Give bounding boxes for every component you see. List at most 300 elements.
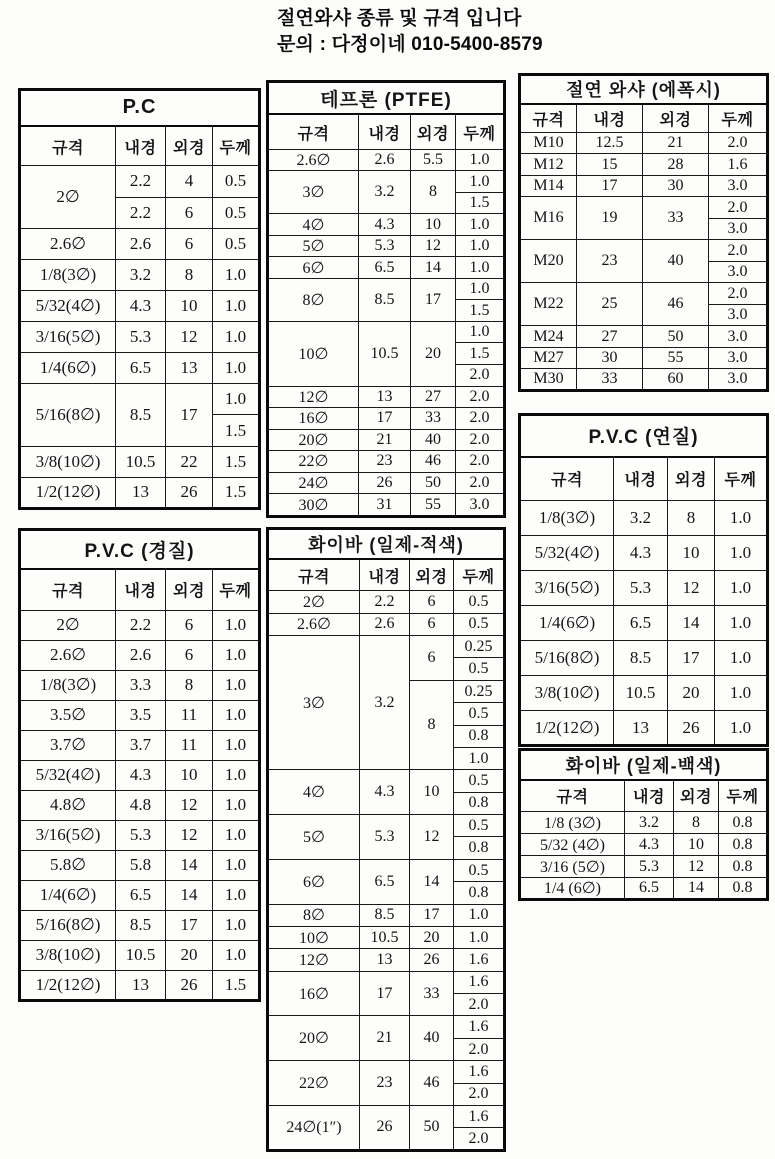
spec-cell: 33 — [411, 408, 456, 430]
spec-cell: 24∅ — [268, 472, 359, 494]
spec-cell: 33 — [410, 971, 454, 1016]
spec-cell: 0.5 — [454, 658, 505, 680]
ptfe-column-header-0: 규격 — [268, 114, 359, 149]
pc-column-header-3: 두께 — [213, 126, 260, 166]
spec-cell: 8 — [411, 171, 456, 214]
spec-cell: 2.2 — [116, 166, 166, 197]
spec-cell: 6 — [410, 613, 454, 635]
pc-table — [18, 88, 261, 510]
spec-cell: 1.0 — [213, 610, 260, 640]
fiber-red-table-row — [268, 971, 505, 993]
spec-cell: 1/4(6∅) — [20, 353, 116, 384]
epoxy-table-title: 절연 와샤 (에폭시) — [520, 75, 768, 104]
spec-cell: 0.8 — [454, 792, 505, 814]
spec-cell: 5/32(4∅) — [520, 536, 614, 571]
epoxy-table-row — [520, 240, 768, 262]
fiber-white-table-container — [518, 748, 766, 901]
spec-cell: 55 — [411, 494, 456, 517]
spec-cell: 1.0 — [715, 641, 768, 676]
pvc-hard-table-title: P.V.C (경질) — [20, 530, 260, 569]
pvc-hard-table-row — [20, 940, 260, 970]
spec-cell: 3.2 — [359, 171, 411, 214]
pvc-hard-table-row — [20, 880, 260, 910]
spec-cell: 12 — [410, 815, 454, 860]
spec-cell: M22 — [520, 283, 577, 326]
spec-cell: 3.0 — [709, 347, 768, 369]
spec-cell: 0.8 — [719, 856, 768, 878]
fiber-red-table-row — [268, 1105, 505, 1127]
ptfe-table-row — [268, 235, 505, 257]
pc-column-header-2: 외경 — [166, 126, 213, 166]
page-header — [277, 6, 543, 58]
epoxy-column-header-3: 두께 — [709, 104, 768, 133]
spec-cell: 4.3 — [359, 214, 411, 236]
spec-cell: 55 — [643, 347, 709, 369]
spec-cell: 0.25 — [454, 680, 505, 702]
pc-table-container — [18, 88, 258, 510]
spec-cell: 28 — [643, 154, 709, 176]
spec-cell: 1/4(6∅) — [20, 880, 116, 910]
spec-cell: 13 — [166, 353, 213, 384]
spec-cell: 1.0 — [213, 290, 260, 321]
spec-cell: 1.5 — [456, 192, 505, 214]
spec-cell: 8 — [166, 259, 213, 290]
spec-cell: 12∅ — [268, 949, 360, 971]
page-title: 절연와샤 종류 및 규격 입니다 — [277, 8, 522, 29]
spec-cell: 5/32 (4∅) — [520, 834, 625, 856]
spec-cell: 8 — [674, 812, 719, 834]
epoxy-table-container — [518, 73, 766, 392]
spec-cell: 10.5 — [116, 940, 166, 970]
epoxy-table-row — [520, 175, 768, 197]
fiber-white-column-header-3: 두께 — [719, 780, 768, 812]
spec-cell: 5/32(4∅) — [20, 290, 116, 321]
pvc-soft-table-row — [520, 536, 768, 571]
epoxy-table-row — [520, 197, 768, 219]
epoxy-table-row — [520, 369, 768, 391]
spec-cell: 3/8(10∅) — [20, 940, 116, 970]
spec-cell: 50 — [411, 472, 456, 494]
pvc-soft-table-container — [518, 413, 766, 741]
spec-cell: 4.3 — [116, 760, 166, 790]
spec-cell: 2.6 — [116, 228, 166, 259]
fiber-red-table-container — [266, 527, 503, 1152]
spec-cell: 1.0 — [213, 640, 260, 670]
spec-cell: 3.5 — [116, 700, 166, 730]
pvc-soft-table-row — [520, 711, 768, 746]
spec-cell: 6∅ — [268, 257, 359, 279]
spec-cell: 1.0 — [715, 571, 768, 606]
spec-cell: 1.6 — [454, 971, 505, 993]
fiber-red-column-header-0: 규격 — [268, 559, 360, 591]
fiber-red-table-row — [268, 613, 505, 635]
spec-cell: 6 — [166, 228, 213, 259]
spec-cell: 8∅ — [268, 278, 359, 321]
ptfe-table-row — [268, 429, 505, 451]
fiber-red-table-row — [268, 859, 505, 881]
spec-cell: 1.0 — [454, 747, 505, 769]
pvc-soft-table — [518, 413, 769, 747]
spec-cell: 2.6∅ — [268, 149, 359, 171]
spec-cell: 10.5 — [359, 321, 411, 386]
spec-cell: 1.0 — [213, 353, 260, 384]
spec-cell: 6 — [410, 591, 454, 613]
spec-cell: 1/8(3∅) — [20, 670, 116, 700]
spec-cell: 2∅ — [20, 610, 116, 640]
spec-cell: 31 — [359, 494, 411, 517]
spec-cell: 6.5 — [625, 878, 674, 900]
pvc-hard-column-header-0: 규격 — [20, 569, 116, 610]
spec-cell: M30 — [520, 369, 577, 391]
spec-cell: 0.5 — [454, 815, 505, 837]
spec-cell: 17 — [668, 641, 715, 676]
spec-cell: 4.8∅ — [20, 790, 116, 820]
spec-cell: 1.0 — [715, 536, 768, 571]
spec-cell: 6.5 — [116, 880, 166, 910]
spec-cell: 5.3 — [116, 820, 166, 850]
spec-cell: 0.5 — [454, 703, 505, 725]
spec-cell: 1.0 — [454, 926, 505, 948]
spec-cell: 11 — [166, 730, 213, 760]
spec-cell: 14 — [674, 878, 719, 900]
fiber-white-table — [518, 748, 769, 901]
spec-cell: 5.3 — [625, 856, 674, 878]
spec-cell: 11 — [166, 700, 213, 730]
spec-cell: M27 — [520, 347, 577, 369]
fiber-red-table-row — [268, 904, 505, 926]
spec-cell: 25 — [577, 283, 643, 326]
fiber-red-table-row — [268, 815, 505, 837]
spec-cell: 3.2 — [614, 501, 668, 536]
spec-cell: 5.3 — [116, 322, 166, 353]
contact-line: 문의 : 다정이네 010-5400-8579 — [277, 34, 543, 55]
pc-table-row — [20, 446, 260, 477]
spec-cell: 1.6 — [454, 1061, 505, 1083]
pvc-soft-table-row — [520, 676, 768, 711]
ptfe-table-row — [268, 472, 505, 494]
spec-cell: M12 — [520, 154, 577, 176]
spec-cell: 14 — [410, 859, 454, 904]
fiber-white-table-row — [520, 856, 768, 878]
fiber-white-column-header-0: 규격 — [520, 780, 625, 812]
spec-cell: 1.6 — [454, 1105, 505, 1127]
fiber-white-column-header-1: 내경 — [625, 780, 674, 812]
pvc-hard-table-row — [20, 760, 260, 790]
spec-cell: 8.5 — [116, 384, 166, 446]
epoxy-table-row — [520, 132, 768, 154]
epoxy-table — [518, 73, 769, 392]
spec-cell: 4.3 — [360, 770, 410, 815]
spec-cell: 0.5 — [213, 197, 260, 228]
spec-cell: 26 — [360, 1105, 410, 1150]
spec-cell: 5.8∅ — [20, 850, 116, 880]
spec-cell: 3.2 — [360, 636, 410, 770]
spec-cell: 2.0 — [709, 240, 768, 262]
spec-cell: 12 — [668, 571, 715, 606]
pvc-hard-table-row — [20, 850, 260, 880]
spec-cell: 1/4(6∅) — [520, 606, 614, 641]
spec-cell: 21 — [360, 1016, 410, 1061]
spec-cell: 26 — [166, 970, 213, 1000]
spec-cell: 1.0 — [715, 676, 768, 711]
spec-cell: 6.5 — [360, 859, 410, 904]
spec-cell: 3.0 — [456, 494, 505, 517]
ptfe-table-row — [268, 257, 505, 279]
spec-cell: 1.0 — [456, 321, 505, 343]
spec-cell: 50 — [410, 1105, 454, 1150]
spec-cell: 17 — [359, 408, 411, 430]
spec-cell: 5/16(8∅) — [520, 641, 614, 676]
spec-cell: 3.3 — [116, 670, 166, 700]
pvc-hard-table-row — [20, 670, 260, 700]
fiber-white-table-row — [520, 878, 768, 900]
spec-cell: 1.6 — [709, 154, 768, 176]
spec-cell: 2.6 — [116, 640, 166, 670]
spec-cell: 2.0 — [709, 132, 768, 154]
spec-cell: 20 — [668, 676, 715, 711]
spec-cell: 0.8 — [719, 834, 768, 856]
epoxy-table-row — [520, 326, 768, 348]
spec-cell: 2.0 — [709, 283, 768, 305]
spec-cell: 5/16(8∅) — [20, 910, 116, 940]
spec-cell: 1.5 — [456, 343, 505, 365]
ptfe-table-row — [268, 386, 505, 408]
spec-cell: 50 — [643, 326, 709, 348]
spec-cell: 20 — [411, 321, 456, 386]
ptfe-table-row — [268, 149, 505, 171]
spec-cell: 0.5 — [454, 591, 505, 613]
pvc-hard-column-header-2: 외경 — [166, 569, 213, 610]
spec-cell: 10.5 — [360, 926, 410, 948]
spec-cell: 12 — [411, 235, 456, 257]
spec-cell: 1.0 — [213, 322, 260, 353]
spec-cell: 2.2 — [116, 610, 166, 640]
spec-cell: 6 — [410, 636, 454, 681]
pvc-hard-table-row — [20, 610, 260, 640]
spec-cell: 3.7∅ — [20, 730, 116, 760]
spec-cell: 12 — [674, 856, 719, 878]
spec-cell: 2.0 — [454, 1128, 505, 1151]
ptfe-table-row — [268, 171, 505, 193]
spec-cell: 13 — [359, 386, 411, 408]
spec-cell: 1.5 — [213, 446, 260, 477]
spec-cell: 6.5 — [614, 606, 668, 641]
spec-cell: 3.0 — [709, 304, 768, 326]
ptfe-table — [266, 80, 506, 518]
spec-cell: 6.5 — [116, 353, 166, 384]
spec-cell: 26 — [410, 949, 454, 971]
fiber-red-table-row — [268, 1016, 505, 1038]
fiber-red-column-header-2: 외경 — [410, 559, 454, 591]
pvc-soft-table-row — [520, 501, 768, 536]
spec-cell: 1/4 (6∅) — [520, 878, 625, 900]
spec-cell: 22 — [166, 446, 213, 477]
spec-cell: 2∅ — [268, 591, 360, 613]
spec-cell: 0.5 — [454, 613, 505, 635]
spec-cell: 3.0 — [709, 326, 768, 348]
spec-cell: 26 — [166, 477, 213, 508]
spec-cell: 1.0 — [213, 384, 260, 415]
spec-cell: 3/16(5∅) — [20, 820, 116, 850]
spec-cell: 12.5 — [577, 132, 643, 154]
spec-cell: 10∅ — [268, 926, 360, 948]
pvc-hard-table-row — [20, 970, 260, 1000]
pc-table-row — [20, 290, 260, 321]
spec-cell: 1.0 — [456, 278, 505, 300]
spec-cell: 20∅ — [268, 429, 359, 451]
spec-cell: 60 — [643, 369, 709, 391]
pvc-hard-table-row — [20, 700, 260, 730]
spec-cell: 3.2 — [625, 812, 674, 834]
fiber-red-column-header-1: 내경 — [360, 559, 410, 591]
spec-cell: 1.0 — [213, 790, 260, 820]
pc-table-row — [20, 259, 260, 290]
spec-cell: 5/32(4∅) — [20, 760, 116, 790]
spec-cell: 27 — [411, 386, 456, 408]
epoxy-column-header-2: 외경 — [643, 104, 709, 133]
spec-cell: 10.5 — [614, 676, 668, 711]
spec-cell: 1.0 — [715, 711, 768, 746]
spec-cell: 3.2 — [116, 259, 166, 290]
pc-table-title: P.C — [20, 90, 260, 126]
spec-cell: 10.5 — [116, 446, 166, 477]
spec-cell: 12 — [166, 820, 213, 850]
spec-cell: 1/8(3∅) — [20, 259, 116, 290]
spec-cell: 10∅ — [268, 321, 359, 386]
spec-cell: 15 — [577, 154, 643, 176]
spec-cell: 13 — [116, 477, 166, 508]
epoxy-table-row — [520, 154, 768, 176]
spec-cell: 10 — [166, 290, 213, 321]
pvc-soft-table-title: P.V.C (연질) — [520, 415, 768, 457]
pc-column-header-1: 내경 — [116, 126, 166, 166]
spec-cell: 22∅ — [268, 1061, 360, 1106]
ptfe-table-row — [268, 494, 505, 517]
spec-cell: 30 — [643, 175, 709, 197]
spec-cell: 4 — [166, 166, 213, 197]
pvc-hard-table-row — [20, 730, 260, 760]
pvc-hard-table — [18, 528, 261, 1002]
spec-cell: 5.5 — [411, 149, 456, 171]
fiber-red-table-row — [268, 770, 505, 792]
spec-cell: 17 — [360, 971, 410, 1016]
spec-cell: 4.8 — [116, 790, 166, 820]
fiber-white-column-header-2: 외경 — [674, 780, 719, 812]
spec-cell: 21 — [643, 132, 709, 154]
pvc-hard-column-header-3: 두께 — [213, 569, 260, 610]
pvc-hard-table-row — [20, 820, 260, 850]
pvc-soft-table-row — [520, 606, 768, 641]
spec-cell: 0.5 — [213, 228, 260, 259]
spec-cell: 6∅ — [268, 859, 360, 904]
spec-cell: M24 — [520, 326, 577, 348]
spec-cell: 14 — [166, 880, 213, 910]
spec-cell: 1.5 — [213, 415, 260, 446]
spec-cell: 8 — [410, 680, 454, 770]
spec-cell: 0.8 — [719, 812, 768, 834]
pvc-hard-table-row — [20, 910, 260, 940]
spec-cell: 5∅ — [268, 815, 360, 860]
spec-cell: 2.0 — [456, 386, 505, 408]
fiber-red-table-row — [268, 1061, 505, 1083]
spec-cell: 1/2(12∅) — [20, 970, 116, 1000]
spec-cell: 10 — [166, 760, 213, 790]
spec-cell: 17 — [166, 910, 213, 940]
ptfe-table-row — [268, 278, 505, 300]
spec-cell: 1.0 — [456, 257, 505, 279]
spec-cell: 8.5 — [360, 904, 410, 926]
spec-cell: 3.0 — [709, 261, 768, 283]
spec-cell: 8.5 — [359, 278, 411, 321]
spec-cell: 5/16(8∅) — [20, 384, 116, 446]
spec-cell: 0.8 — [454, 725, 505, 747]
spec-cell: 3.0 — [709, 218, 768, 240]
spec-cell: 3/8(10∅) — [20, 446, 116, 477]
spec-cell: 1.0 — [213, 850, 260, 880]
fiber-red-table-row — [268, 591, 505, 613]
spec-cell: 30 — [577, 347, 643, 369]
spec-cell: 2.0 — [454, 994, 505, 1016]
pvc-soft-column-header-3: 두께 — [715, 457, 768, 501]
ptfe-table-row — [268, 451, 505, 473]
spec-cell: 20 — [410, 926, 454, 948]
spec-cell: 3∅ — [268, 636, 360, 770]
spec-cell: 10 — [668, 536, 715, 571]
spec-cell: 1.0 — [213, 670, 260, 700]
fiber-red-table-row — [268, 949, 505, 971]
spec-cell: 4∅ — [268, 214, 359, 236]
spec-cell: 10 — [674, 834, 719, 856]
fiber-white-table-row — [520, 834, 768, 856]
spec-cell: 1.0 — [456, 149, 505, 171]
spec-cell: 3∅ — [268, 171, 359, 214]
spec-cell: 14 — [166, 850, 213, 880]
spec-cell: 46 — [410, 1061, 454, 1106]
spec-cell: 17 — [411, 278, 456, 321]
spec-cell: 16∅ — [268, 408, 359, 430]
spec-cell: 0.25 — [454, 636, 505, 658]
spec-cell: 4∅ — [268, 770, 360, 815]
spec-cell: 4.3 — [614, 536, 668, 571]
spec-cell: 1/2(12∅) — [20, 477, 116, 508]
spec-cell: 3.0 — [709, 175, 768, 197]
pvc-hard-table-row — [20, 790, 260, 820]
spec-cell: 22∅ — [268, 451, 359, 473]
spec-cell: 1.6 — [454, 949, 505, 971]
pc-table-row — [20, 166, 260, 197]
spec-cell: 23 — [360, 1061, 410, 1106]
spec-cell: 5∅ — [268, 235, 359, 257]
spec-cell: 33 — [577, 369, 643, 391]
spec-cell: 1.0 — [213, 820, 260, 850]
fiber-red-column-header-3: 두께 — [454, 559, 505, 591]
spec-cell: 17 — [577, 175, 643, 197]
spec-cell: 0.8 — [454, 882, 505, 904]
spec-cell: 14 — [411, 257, 456, 279]
pc-table-row — [20, 228, 260, 259]
spec-cell: 2.2 — [360, 591, 410, 613]
spec-cell: 24∅(1″) — [268, 1105, 360, 1150]
epoxy-column-header-0: 규격 — [520, 104, 577, 133]
spec-cell: 23 — [359, 451, 411, 473]
spec-cell: 12∅ — [268, 386, 359, 408]
spec-cell: 1.5 — [213, 477, 260, 508]
spec-cell: 12 — [166, 790, 213, 820]
spec-cell: 0.5 — [213, 166, 260, 197]
spec-cell: 2.0 — [456, 429, 505, 451]
spec-cell: 1.0 — [715, 606, 768, 641]
spec-cell: 5.3 — [359, 235, 411, 257]
